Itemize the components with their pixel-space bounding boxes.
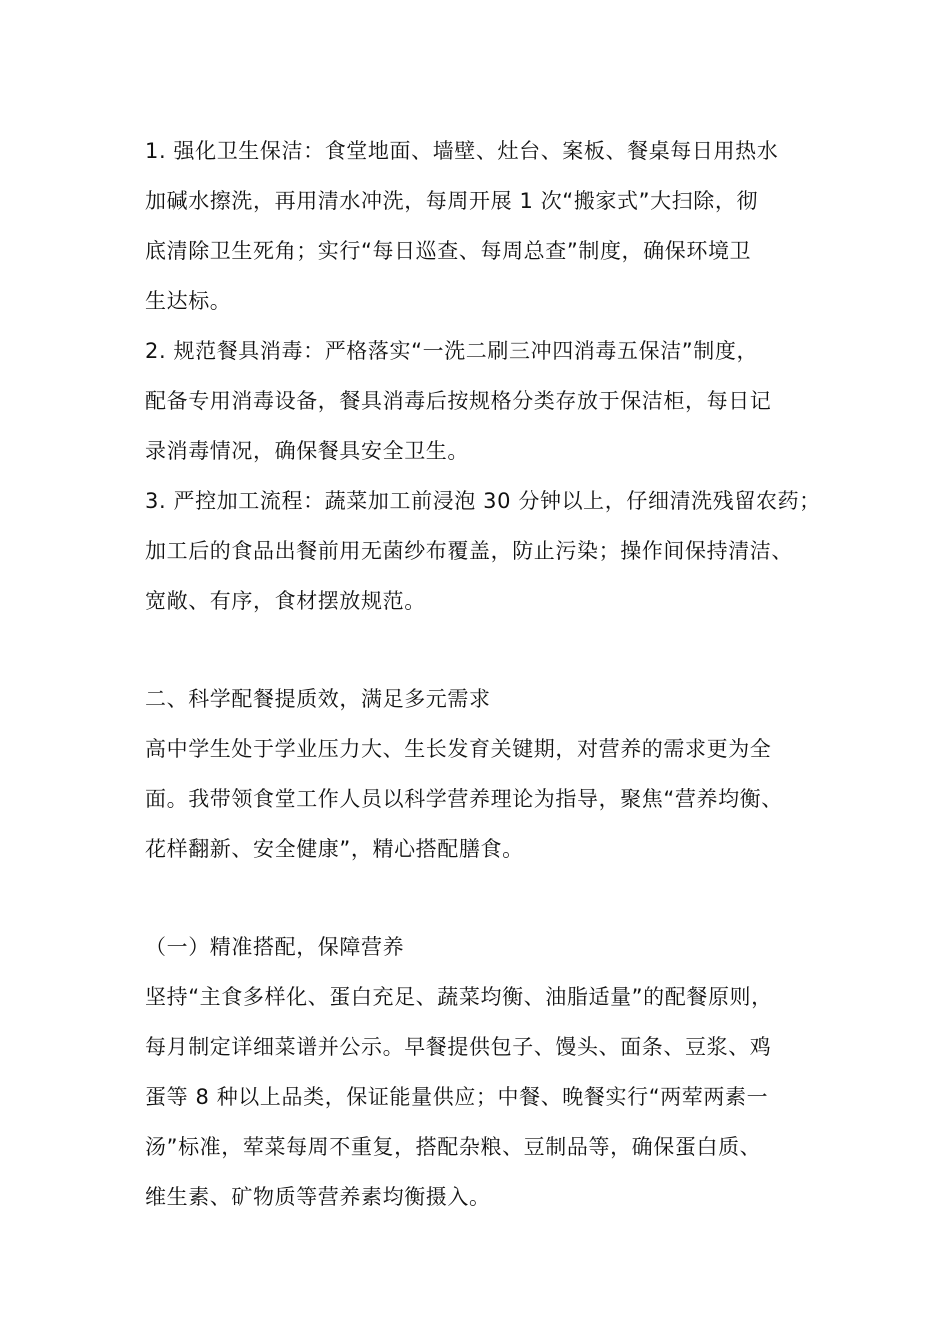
paragraph-line: 维生素、矿物质等营养素均衡摄入。	[145, 1185, 491, 1209]
text-line: 底清除卫生死角；实行“每日巡查、每周总查”制度，确保环境卫	[145, 239, 752, 263]
text-line: 3. 严控加工流程：蔬菜加工前浸泡 30 分钟以上，仔细清洗残留农药；	[145, 489, 821, 513]
paragraph-line: 坚持“主食多样化、蛋白充足、蔬菜均衡、油脂适量”的配餐原则，	[145, 985, 773, 1009]
text-line: 宽敞、有序，食材摆放规范。	[145, 589, 426, 613]
text-line: 生达标。	[145, 289, 232, 313]
subsection-heading: （一）精准搭配，保障营养	[145, 935, 405, 959]
text-line: 配备专用消毒设备，餐具消毒后按规格分类存放于保洁柜，每日记	[145, 389, 772, 413]
section-heading: 二、科学配餐提质效，满足多元需求	[145, 687, 491, 711]
paragraph-line: 花样翻新、安全健康”，精心搭配膳食。	[145, 837, 524, 861]
paragraph-line: 汤”标准，荤菜每周不重复，搭配杂粮、豆制品等，确保蛋白质、	[145, 1135, 762, 1159]
text-line: 1. 强化卫生保洁：食堂地面、墙壁、灶台、案板、餐桌每日用热水	[145, 139, 779, 163]
paragraph-line: 高中学生处于学业压力大、生长发育关键期，对营养的需求更为全	[145, 737, 772, 761]
text-line: 加碱水擦洗，再用清水冲洗，每周开展 1 次“搬家式”大扫除，彻	[145, 189, 759, 213]
text-line: 录消毒情况，确保餐具安全卫生。	[145, 439, 469, 463]
paragraph-line: 面。我带领食堂工作人员以科学营养理论为指导，聚焦“营养均衡、	[145, 787, 783, 811]
text-line: 2. 规范餐具消毒：严格落实“一洗二刷三冲四消毒五保洁”制度，	[145, 339, 759, 363]
paragraph-line: 每月制定详细菜谱并公示。早餐提供包子、馒头、面条、豆浆、鸡	[145, 1035, 772, 1059]
paragraph-line: 蛋等 8 种以上品类，保证能量供应；中餐、晚餐实行“两荤两素一	[145, 1085, 769, 1109]
text-line: 加工后的食品出餐前用无菌纱布覆盖，防止污染；操作间保持清洁、	[145, 539, 793, 563]
